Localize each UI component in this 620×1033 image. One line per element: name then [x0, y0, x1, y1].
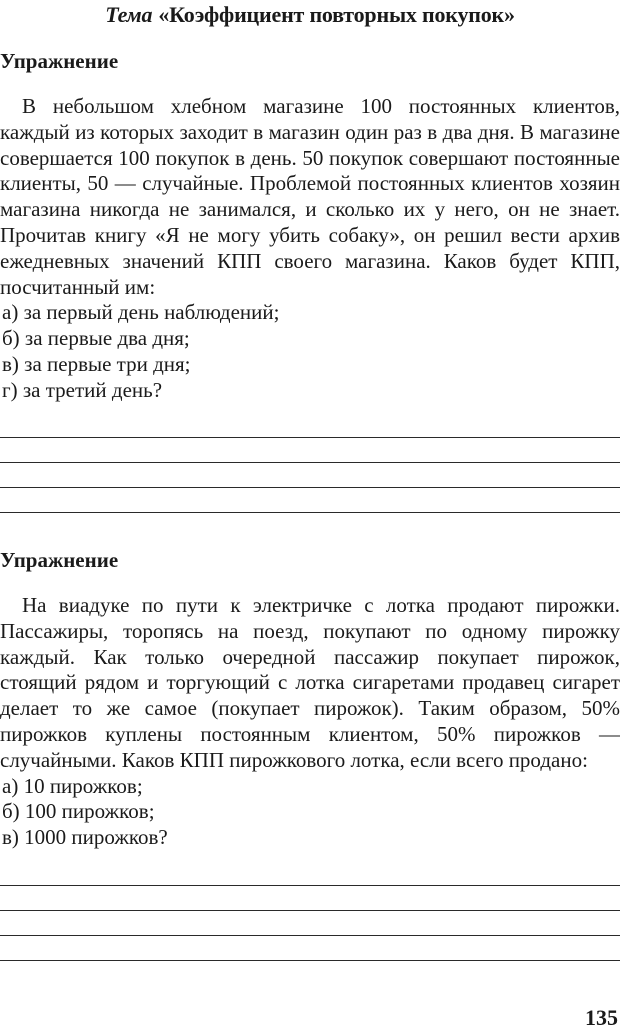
answer-line	[0, 487, 620, 488]
option-b: б) за первые два дня;	[2, 326, 190, 351]
answer-line	[0, 960, 620, 961]
option-a: а) 10 пирожков;	[2, 773, 143, 798]
topic-title: «Коэффициент повторных покупок»	[158, 2, 515, 27]
answer-line	[0, 885, 620, 886]
page-number: 135	[585, 1005, 618, 1030]
option-a: а) за первый день наблюдений;	[2, 300, 280, 325]
exercise-heading: Упражнение	[0, 49, 119, 73]
answer-lines-1	[0, 437, 620, 513]
topic-label: Тема	[105, 2, 153, 27]
answer-line	[0, 512, 620, 513]
exercise-heading: Упражнение	[0, 548, 119, 572]
answer-line	[0, 437, 620, 438]
exercise-body: В небольшом хлебном магазине 100 постоянных клиентов, каждый из которых заходит в магазин один раз в два дня. В магазине совершается 100 покупок в день. 50 покупок совершают постоянные клиенты, 50 — случайные. Проблемой постоянных клиентов хозяин магазина никогда не занимался, и сколько их у него, он не знает. Прочитав книгу «Я не могу убить собаку», он решил вести архив ежедневных значений КПП своего магазина. Каков будет КПП, посчитанный им:	[0, 94, 620, 299]
answer-line	[0, 462, 620, 463]
exercise-body: На виадуке по пути к электричке с лотка продают пирожки. Пассажиры, торопясь на поезд, покупают по одному пирожку каждый. Как только очередной пассажир покупает пирожок, стоящий рядом и торгующий с лотка сигаретами продавец сигарет делает то же самое (покупает пирожок). Таким образом, 50% пирожков куплены постоянным клиентом, 50% пирожков — случайными. Каков КПП пирожкового лотка, если всего продано:	[0, 593, 620, 772]
option-d: г) за третий день?	[2, 377, 163, 402]
option-c: в) 1000 пирожков?	[2, 825, 168, 850]
answer-options	[0, 774, 620, 851]
exercise-1	[0, 48, 620, 404]
option-b: б) 100 пирожков;	[2, 799, 155, 824]
answer-options	[0, 300, 620, 403]
answer-line	[0, 910, 620, 911]
answer-line	[0, 935, 620, 936]
exercise-2	[0, 547, 620, 851]
option-c: в) за первые три дня;	[2, 351, 191, 376]
answer-lines-2	[0, 885, 620, 961]
running-head	[0, 2, 620, 28]
